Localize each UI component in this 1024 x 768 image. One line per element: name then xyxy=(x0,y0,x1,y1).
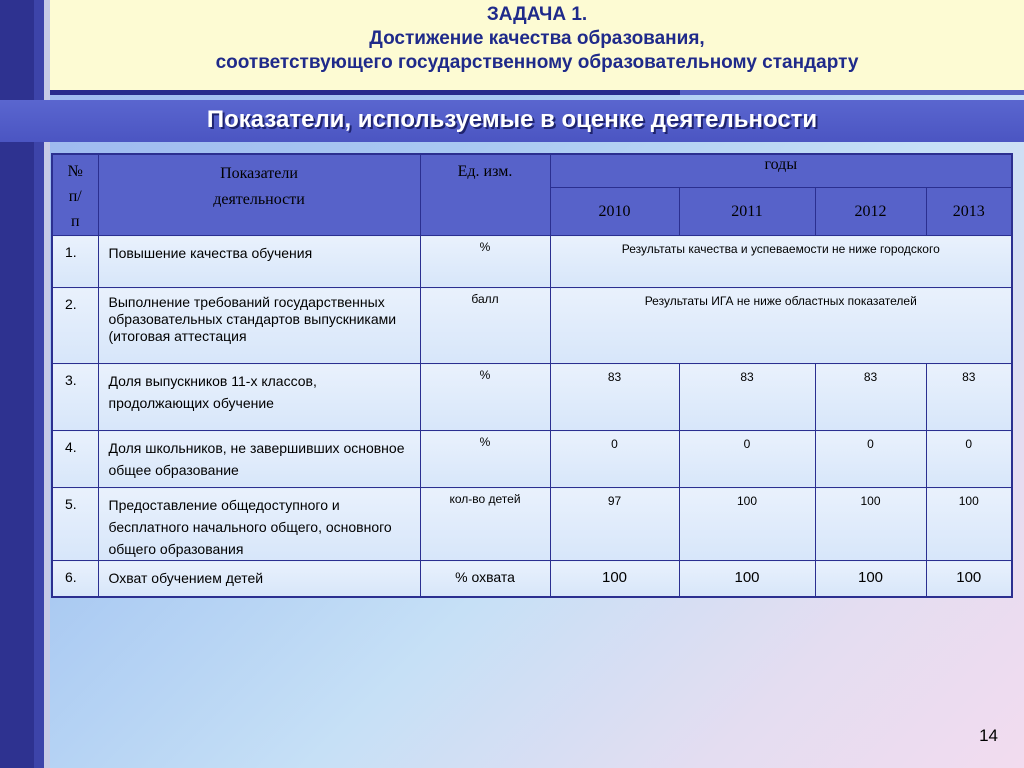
header-year-2011: 2011 xyxy=(679,188,815,236)
row-indicator: Выполнение требований государственных образовательных стандартов выпускниками (итоговая аттестация xyxy=(98,288,420,364)
subtitle-bar xyxy=(0,100,1024,142)
row-value-2013: 0 xyxy=(926,431,1012,488)
row-unit: кол-во детей xyxy=(420,488,550,561)
row-value-2010: 0 xyxy=(550,431,679,488)
row-value-2011: 0 xyxy=(679,431,815,488)
row-indicator: Доля выпускников 11-х классов, продолжающих обучение xyxy=(98,364,420,431)
row-value-2013: 100 xyxy=(926,561,1012,597)
header-indicator xyxy=(98,154,420,236)
table-row xyxy=(52,431,1012,488)
page-number: 14 xyxy=(979,726,998,745)
table-row xyxy=(52,288,1012,364)
row-unit: % xyxy=(420,431,550,488)
row-value-2010: 100 xyxy=(550,561,679,597)
header-unit: Ед. изм. xyxy=(420,154,550,236)
row-value-2010: 97 xyxy=(550,488,679,561)
row-value-2012: 100 xyxy=(815,488,926,561)
row-unit: % xyxy=(420,364,550,431)
row-merged-result: Результаты качества и успеваемости не ниже городского xyxy=(550,236,1012,288)
table-row xyxy=(52,561,1012,597)
header-num-line-3: п xyxy=(70,213,80,230)
subtitle-text: Показатели, используемые в оценке деятельности xyxy=(206,106,818,133)
row-indicator: Повышение качества обучения xyxy=(98,236,420,288)
row-indicator: Предоставление общедоступного и бесплатного начального общего, основного общего образования xyxy=(98,488,420,561)
slide-title xyxy=(50,0,1024,90)
row-value-2011: 100 xyxy=(679,561,815,597)
header-indicator-line-1: Показатели xyxy=(220,165,298,182)
row-unit: % охвата xyxy=(420,561,550,597)
title-line-2: Достижение качества образования, xyxy=(369,28,705,49)
row-value-2012: 0 xyxy=(815,431,926,488)
row-value-2011: 100 xyxy=(679,488,815,561)
indicators-table xyxy=(51,153,1013,598)
row-value-2013: 100 xyxy=(926,488,1012,561)
header-num-line-1: № xyxy=(67,163,83,180)
row-unit: балл xyxy=(420,288,550,364)
row-merged-result: Результаты ИГА не ниже областных показателей xyxy=(550,288,1012,364)
header-num-line-2: п/ xyxy=(68,188,82,205)
row-number: 1. xyxy=(52,236,98,288)
row-number: 2. xyxy=(52,288,98,364)
row-indicator: Охват обучением детей xyxy=(98,561,420,597)
header-year-2010: 2010 xyxy=(550,188,679,236)
row-value-2012: 83 xyxy=(815,364,926,431)
row-value-2013: 83 xyxy=(926,364,1012,431)
table-row xyxy=(52,236,1012,288)
row-number: 4. xyxy=(52,431,98,488)
title-divider xyxy=(50,90,680,95)
title-line-3: соответствующего государственному образовательному стандарту xyxy=(215,52,859,73)
title-line-1: ЗАДАЧА 1. xyxy=(486,4,588,25)
header-num xyxy=(52,154,98,236)
table-row xyxy=(52,364,1012,431)
header-indicator-line-2: деятельности xyxy=(213,191,305,208)
row-indicator: Доля школьников, не завершивших основное общее образование xyxy=(98,431,420,488)
header-year-2012: 2012 xyxy=(815,188,926,236)
row-number: 3. xyxy=(52,364,98,431)
row-value-2011: 83 xyxy=(679,364,815,431)
title-divider-light xyxy=(680,90,1024,95)
row-value-2010: 83 xyxy=(550,364,679,431)
row-value-2012: 100 xyxy=(815,561,926,597)
header-years: годы xyxy=(550,154,1012,188)
row-number: 5. xyxy=(52,488,98,561)
header-year-2013: 2013 xyxy=(926,188,1012,236)
row-unit: % xyxy=(420,236,550,288)
table-row xyxy=(52,488,1012,561)
row-number: 6. xyxy=(52,561,98,597)
